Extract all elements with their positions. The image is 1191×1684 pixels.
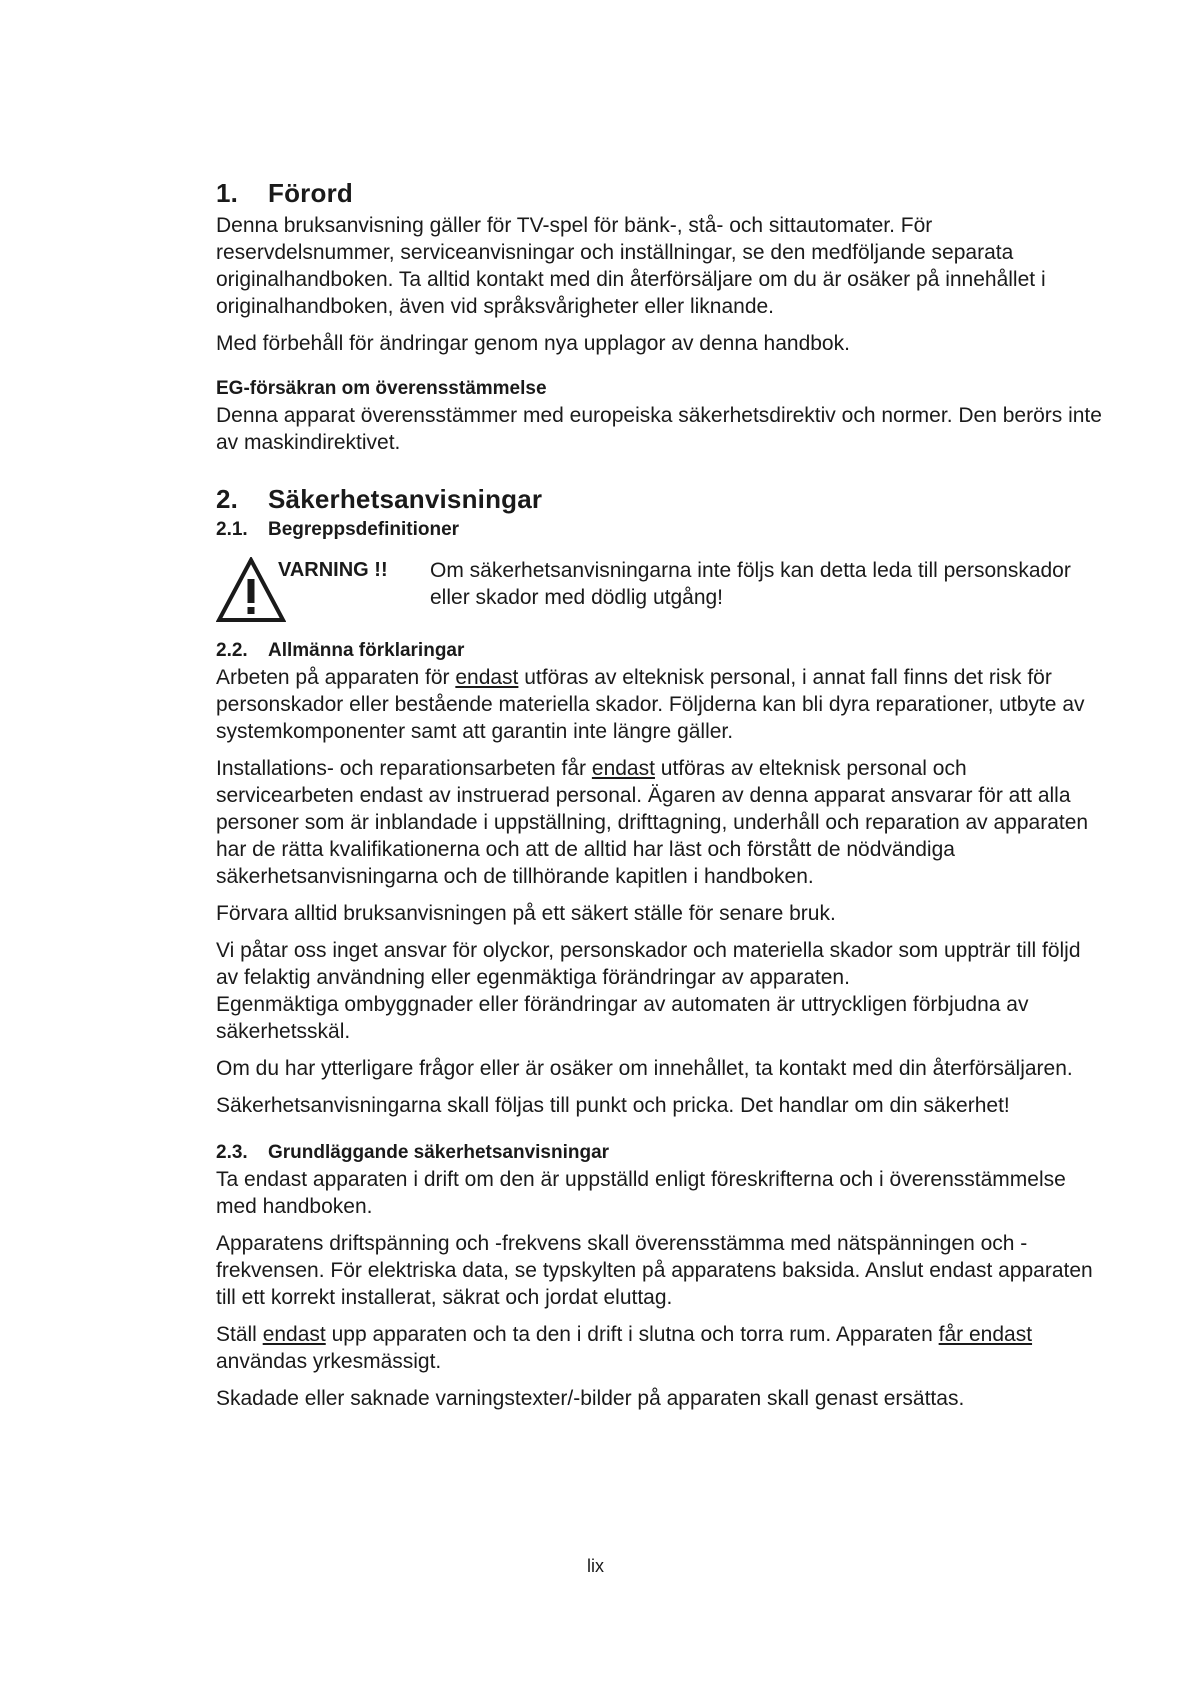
section-1-number: 1. [216, 178, 239, 208]
emphasis-endast: endast [262, 1323, 326, 1346]
warning-text: Om säkerhetsanvisningarna inte följs kan detta leda till personskador eller skador med dödlig utgång! [430, 559, 1071, 609]
section-2-3-number: 2.3. [216, 1142, 248, 1163]
warning-triangle-icon [216, 557, 286, 623]
section-2-3-heading [216, 1139, 1102, 1166]
basic-safety-paragraph-4: Skadade eller saknade varningstexter/-bilder på apparaten skall genast ersättas. [216, 1387, 965, 1410]
eg-declaration-text: Denna apparat överensstämmer med europeiska säkerhetsdirektiv och normer. Den berörs inte av maskindirektivet. [216, 404, 1102, 454]
foreword-paragraph-1: Denna bruksanvisning gäller för TV-spel för bänk-, stå- och sittautomater. För reservdelsnummer, serviceanvisningar och inställningar, se den medföljande separata originalhandboken. Ta alltid kontakt med din återförsäljare om du är osäker på innehållet i originalhandboken, även vid språksvårigheter eller liknande. [216, 214, 1046, 318]
page-number: lix [587, 1556, 604, 1576]
warning-label: VARNING !! [278, 559, 388, 581]
emphasis-far-endast: får endast [938, 1323, 1033, 1346]
section-2-number: 2. [216, 484, 239, 514]
basic-safety-paragraph-3 [216, 1321, 1102, 1375]
section-2-3-title: Grundläggande säkerhetsanvisningar [268, 1142, 610, 1163]
section-2-2-title: Allmänna förklaringar [268, 640, 465, 661]
text-run: användas yrkesmässigt. [216, 1350, 442, 1373]
section-2-2-heading [216, 637, 1102, 664]
section-2-1-title: Begreppsdefinitioner [268, 519, 460, 540]
section-2-1-heading [216, 516, 1102, 543]
general-paragraph-3: Förvara alltid bruksanvisningen på ett säkert ställe för senare bruk. [216, 902, 836, 925]
section-2-heading [216, 482, 1102, 516]
basic-safety-paragraph-1: Ta endast apparaten i drift om den är uppställd enligt föreskrifterna och i överensstämmelse med handboken. [216, 1168, 1066, 1218]
foreword-paragraph-2: Med förbehåll för ändringar genom nya upplagor av denna handbok. [216, 332, 850, 355]
text-run: Installations- och reparationsarbeten får [216, 757, 592, 780]
section-2-2-number: 2.2. [216, 640, 248, 661]
general-paragraph-1 [216, 664, 1102, 745]
general-paragraph-4: Vi påtar oss inget ansvar för olyckor, personskador och materiella skador som uppträr till följd av felaktig användning eller egenmäktiga förändringar av apparaten. [216, 939, 1081, 989]
general-paragraph-7: Säkerhetsanvisningarna skall följas till punkt och pricka. Det handlar om din säkerhet! [216, 1094, 1010, 1117]
text-run: Ställ [216, 1323, 263, 1346]
general-paragraph-6: Om du har ytterligare frågor eller är osäker om innehållet, ta kontakt med din återförsäljaren. [216, 1057, 1073, 1080]
section-1-title: Förord [268, 178, 353, 208]
emphasis-endast: endast [455, 666, 519, 689]
basic-safety-paragraph-2: Apparatens driftspänning och -frekvens skall överensstämma med nätspänningen och -frekvensen. För elektriska data, se typskylten på apparatens baksida. Anslut endast apparaten till ett korrekt installerat, säkrat och jordat eluttag. [216, 1232, 1093, 1309]
eg-declaration-heading: EG-försäkran om överensstämmelse [216, 378, 547, 399]
text-run: Arbeten på apparaten för [216, 666, 456, 689]
general-paragraph-5: Egenmäktiga ombyggnader eller förändringar av automaten är uttryckligen förbjudna av säkerhetsskäl. [216, 993, 1029, 1043]
section-2-1-number: 2.1. [216, 519, 248, 540]
emphasis-endast: endast [591, 757, 655, 780]
text-run: upp apparaten och ta den i drift i slutna och torra rum. Apparaten [325, 1323, 939, 1346]
section-2-title: Säkerhetsanvisningar [268, 484, 543, 514]
text-run: utföras av elteknisk personal och servicearbeten endast av instruerad personal. Ägaren av denna apparat ansvarar för att alla personer som är inblandade i uppställning, drifttagning, underhåll och reparation av apparaten har de rätta kvalifikationerna och att de alltid har läst och förstått de nödvändiga säkerhetsanvisningarna och de tillhörande kapitlen i handboken. [216, 757, 1089, 888]
page-content [216, 176, 1102, 1412]
text-run: utföras av elteknisk personal, i annat fall finns det risk för personskador eller bestående materiella skador. Följderna kan bli dyra reparationer, utbyte av systemkomponenter samt att garantin inte längre gäller. [216, 666, 1085, 743]
warning-block [216, 553, 1102, 633]
general-paragraph-2 [216, 755, 1102, 890]
section-1-heading [216, 176, 1102, 210]
